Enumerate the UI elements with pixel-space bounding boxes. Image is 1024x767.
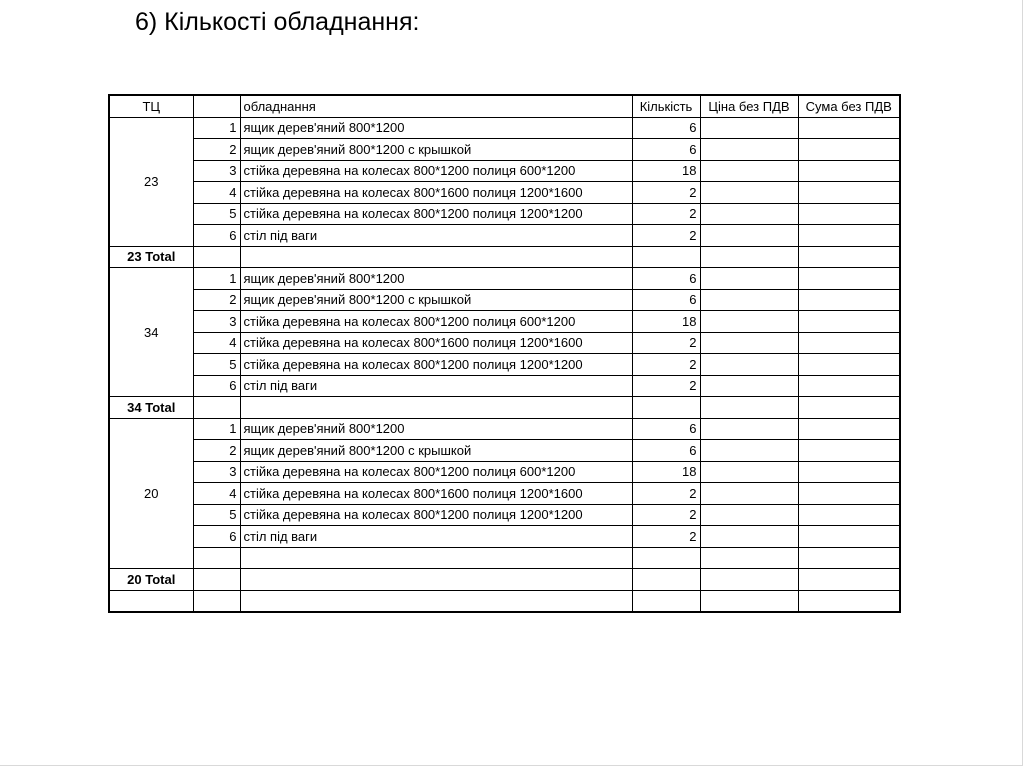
- quantity-cell: 6: [632, 139, 700, 161]
- header-sum: Сума без ПДВ: [798, 95, 900, 117]
- equipment-name-cell: стійка деревяна на колесах 800*1600 полиця 1200*1600: [240, 483, 632, 505]
- quantity-cell: 18: [632, 311, 700, 333]
- equipment-name-cell: стійка деревяна на колесах 800*1600 полиця 1200*1600: [240, 332, 632, 354]
- quantity-cell: 2: [632, 354, 700, 376]
- quantity-cell: 18: [632, 461, 700, 483]
- equipment-name-cell: стійка деревяна на колесах 800*1200 полиця 600*1200: [240, 311, 632, 333]
- table-row: [109, 375, 900, 397]
- total-row: [109, 246, 900, 268]
- price-cell: [700, 418, 798, 440]
- quantity-cell: 2: [632, 225, 700, 247]
- table-row: [109, 418, 900, 440]
- quantity-cell: 2: [632, 526, 700, 548]
- header-tc: ТЦ: [109, 95, 193, 117]
- total-number-cell: [193, 569, 240, 591]
- total-quantity-cell: [632, 397, 700, 419]
- quantity-cell: 6: [632, 440, 700, 462]
- price-cell: [700, 547, 798, 569]
- row-number-cell: 1: [193, 268, 240, 290]
- price-cell: [700, 289, 798, 311]
- price-cell: [700, 354, 798, 376]
- header-number: [193, 95, 240, 117]
- row-number-cell: 1: [193, 117, 240, 139]
- total-row: [109, 397, 900, 419]
- table-row: [109, 354, 900, 376]
- equipment-name-cell: стіл під ваги: [240, 225, 632, 247]
- row-number-cell: 6: [193, 375, 240, 397]
- sum-cell: [798, 289, 900, 311]
- quantity-cell: 6: [632, 289, 700, 311]
- table-row: [109, 139, 900, 161]
- equipment-table: [108, 94, 901, 613]
- equipment-name-cell: ящик дерев'яний 800*1200: [240, 268, 632, 290]
- price-cell: [700, 203, 798, 225]
- sum-cell: [798, 139, 900, 161]
- total-quantity-cell: [632, 569, 700, 591]
- quantity-cell: 2: [632, 504, 700, 526]
- equipment-name-cell: стійка деревяна на колесах 800*1200 полиця 600*1200: [240, 461, 632, 483]
- row-number-cell: 5: [193, 504, 240, 526]
- table-body: [109, 95, 900, 612]
- equipment-name-cell: стійка деревяна на колесах 800*1200 полиця 1200*1200: [240, 504, 632, 526]
- equipment-name-cell: стіл під ваги: [240, 375, 632, 397]
- sum-cell: [798, 332, 900, 354]
- price-cell: [700, 139, 798, 161]
- price-cell: [700, 526, 798, 548]
- row-number-cell: 3: [193, 311, 240, 333]
- row-number-cell: 4: [193, 483, 240, 505]
- sum-cell: [798, 461, 900, 483]
- table-row: [109, 182, 900, 204]
- total-price-cell: [700, 246, 798, 268]
- empty-cell: [193, 590, 240, 612]
- quantity-cell: 2: [632, 203, 700, 225]
- total-sum-cell: [798, 569, 900, 591]
- total-equipment-cell: [240, 246, 632, 268]
- equipment-name-cell: стійка деревяна на колесах 800*1600 полиця 1200*1600: [240, 182, 632, 204]
- quantity-cell: 2: [632, 375, 700, 397]
- equipment-name-cell: стійка деревяна на колесах 800*1200 полиця 600*1200: [240, 160, 632, 182]
- header-equipment: обладнання: [240, 95, 632, 117]
- row-number-cell: 2: [193, 139, 240, 161]
- table-row: [109, 203, 900, 225]
- tc-cell: 20: [109, 418, 193, 569]
- price-cell: [700, 182, 798, 204]
- table-row: [109, 117, 900, 139]
- table-row: [109, 160, 900, 182]
- row-number-cell: 3: [193, 461, 240, 483]
- sum-cell: [798, 547, 900, 569]
- table-row: [109, 547, 900, 569]
- quantity-cell: [632, 547, 700, 569]
- total-price-cell: [700, 569, 798, 591]
- price-cell: [700, 268, 798, 290]
- price-cell: [700, 461, 798, 483]
- sum-cell: [798, 160, 900, 182]
- equipment-name-cell: [240, 547, 632, 569]
- row-number-cell: 6: [193, 225, 240, 247]
- sum-cell: [798, 483, 900, 505]
- sum-cell: [798, 354, 900, 376]
- total-number-cell: [193, 397, 240, 419]
- tc-cell: 34: [109, 268, 193, 397]
- table-row: [109, 268, 900, 290]
- quantity-cell: 2: [632, 332, 700, 354]
- row-number-cell: 4: [193, 332, 240, 354]
- price-cell: [700, 483, 798, 505]
- price-cell: [700, 375, 798, 397]
- quantity-cell: 6: [632, 268, 700, 290]
- total-label-cell: 34 Total: [109, 397, 193, 419]
- quantity-cell: 6: [632, 418, 700, 440]
- sum-cell: [798, 182, 900, 204]
- equipment-name-cell: ящик дерев'яний 800*1200: [240, 418, 632, 440]
- quantity-cell: 18: [632, 160, 700, 182]
- equipment-name-cell: ящик дерев'яний 800*1200 с крышкой: [240, 289, 632, 311]
- empty-cell: [240, 590, 632, 612]
- table-row: [109, 289, 900, 311]
- total-price-cell: [700, 397, 798, 419]
- equipment-name-cell: стійка деревяна на колесах 800*1200 полиця 1200*1200: [240, 354, 632, 376]
- total-sum-cell: [798, 397, 900, 419]
- price-cell: [700, 311, 798, 333]
- header-row: [109, 95, 900, 117]
- row-number-cell: 6: [193, 526, 240, 548]
- quantity-cell: 2: [632, 483, 700, 505]
- total-quantity-cell: [632, 246, 700, 268]
- empty-cell: [632, 590, 700, 612]
- table-row: [109, 461, 900, 483]
- total-equipment-cell: [240, 397, 632, 419]
- sum-cell: [798, 526, 900, 548]
- row-number-cell: 5: [193, 354, 240, 376]
- total-label-cell: 23 Total: [109, 246, 193, 268]
- empty-cell: [700, 590, 798, 612]
- sum-cell: [798, 418, 900, 440]
- sum-cell: [798, 311, 900, 333]
- total-equipment-cell: [240, 569, 632, 591]
- price-cell: [700, 117, 798, 139]
- tc-cell: 23: [109, 117, 193, 246]
- table-row: [109, 332, 900, 354]
- table-row: [109, 483, 900, 505]
- equipment-name-cell: ящик дерев'яний 800*1200: [240, 117, 632, 139]
- price-cell: [700, 332, 798, 354]
- quantity-cell: 6: [632, 117, 700, 139]
- sum-cell: [798, 117, 900, 139]
- table-row: [109, 504, 900, 526]
- sum-cell: [798, 203, 900, 225]
- empty-row: [109, 590, 900, 612]
- price-cell: [700, 225, 798, 247]
- header-quantity: Кількість: [632, 95, 700, 117]
- table-row: [109, 311, 900, 333]
- table-row: [109, 225, 900, 247]
- equipment-name-cell: стіл під ваги: [240, 526, 632, 548]
- empty-cell: [798, 590, 900, 612]
- sum-cell: [798, 268, 900, 290]
- row-number-cell: 3: [193, 160, 240, 182]
- price-cell: [700, 504, 798, 526]
- total-sum-cell: [798, 246, 900, 268]
- sum-cell: [798, 440, 900, 462]
- equipment-name-cell: стійка деревяна на колесах 800*1200 полиця 1200*1200: [240, 203, 632, 225]
- total-label-cell: 20 Total: [109, 569, 193, 591]
- total-number-cell: [193, 246, 240, 268]
- table-row: [109, 440, 900, 462]
- sum-cell: [798, 375, 900, 397]
- table-row: [109, 526, 900, 548]
- quantity-cell: 2: [632, 182, 700, 204]
- equipment-name-cell: ящик дерев'яний 800*1200 с крышкой: [240, 440, 632, 462]
- total-row: [109, 569, 900, 591]
- slide-title: 6) Кількості обладнання:: [135, 8, 420, 36]
- empty-cell: [109, 590, 193, 612]
- row-number-cell: [193, 547, 240, 569]
- price-cell: [700, 160, 798, 182]
- row-number-cell: 4: [193, 182, 240, 204]
- row-number-cell: 5: [193, 203, 240, 225]
- sum-cell: [798, 504, 900, 526]
- row-number-cell: 2: [193, 440, 240, 462]
- header-price: Ціна без ПДВ: [700, 95, 798, 117]
- price-cell: [700, 440, 798, 462]
- equipment-name-cell: ящик дерев'яний 800*1200 с крышкой: [240, 139, 632, 161]
- row-number-cell: 1: [193, 418, 240, 440]
- row-number-cell: 2: [193, 289, 240, 311]
- sum-cell: [798, 225, 900, 247]
